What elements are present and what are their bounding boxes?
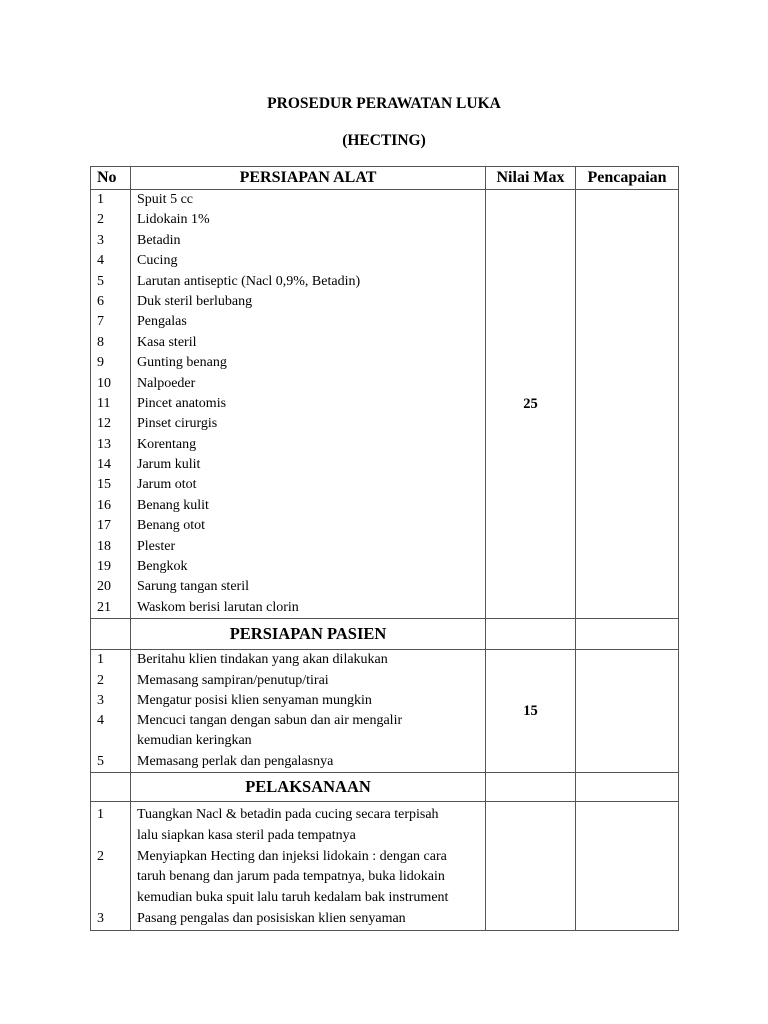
pelaksanaan-max-cell <box>486 801 576 930</box>
pasien-item-text: Mengatur posisi klien senyaman mungkin <box>137 692 372 708</box>
pelaksanaan-item-text: lalu siapkan kasa steril pada tempatnya <box>137 827 356 843</box>
alat-item-number: 4 <box>97 253 104 269</box>
alat-item-number: 12 <box>97 416 111 432</box>
header-pencapaian: Pencapaian <box>576 167 679 190</box>
alat-max-score: 25 <box>486 190 576 619</box>
pelaksanaan-item-number: 2 <box>97 848 104 864</box>
document-title: PROSEDUR PERAWATAN LUKA <box>267 95 501 112</box>
alat-item-number: 11 <box>97 395 111 411</box>
alat-item-text: Cucing <box>137 253 178 269</box>
header-no: No <box>91 167 131 190</box>
alat-item-number: 6 <box>97 293 104 309</box>
alat-item-text: Waskom berisi larutan clorin <box>137 599 299 615</box>
alat-section-row <box>91 190 679 619</box>
pelaksanaan-heading-achievement-empty <box>576 772 679 801</box>
pasien-section-row <box>91 650 679 773</box>
alat-item-number: 2 <box>97 212 104 228</box>
alat-item-text: Pincet anatomis <box>137 395 227 411</box>
pasien-item-text: Memasang perlak dan pengalasnya <box>137 753 334 769</box>
alat-item-text: Duk steril berlubang <box>137 293 253 309</box>
alat-item-number: 3 <box>97 232 104 248</box>
alat-number-column <box>91 190 131 619</box>
alat-item-text: Sarung tangan steril <box>137 579 249 595</box>
alat-item-number: 20 <box>97 579 111 595</box>
pasien-item-number <box>91 731 130 751</box>
pasien-item-text: Mencuci tangan dengan sabun dan air mengalir <box>137 713 403 729</box>
alat-item-text: Gunting benang <box>137 355 227 371</box>
alat-item-text: Bengkok <box>137 559 188 575</box>
pasien-heading-row <box>91 619 679 650</box>
alat-item-number: 19 <box>97 559 111 575</box>
pasien-item-text: Beritahu klien tindakan yang akan dilakukan <box>137 652 388 668</box>
pasien-item-number: 5 <box>97 753 104 769</box>
procedure-table <box>90 166 679 931</box>
document-subtitle: (HECTING) <box>342 132 426 149</box>
pasien-achievement-cell <box>576 650 679 773</box>
alat-achievement-cell <box>576 190 679 619</box>
pasien-item-text: Memasang sampiran/penutup/tirai <box>137 672 329 688</box>
alat-item-number: 17 <box>97 518 111 534</box>
alat-item-text: Benang kulit <box>137 497 209 513</box>
pasien-max-score: 15 <box>486 650 576 773</box>
pasien-heading-max-empty <box>486 619 576 650</box>
pasien-item-number: 4 <box>97 713 104 729</box>
alat-item-text: Pinset cirurgis <box>137 416 218 432</box>
alat-item-number: 18 <box>97 538 111 554</box>
pelaksanaan-item-number <box>91 867 130 888</box>
alat-item-text: Plester <box>137 538 176 554</box>
pasien-item-number: 3 <box>97 692 104 708</box>
alat-item-text: Jarum kulit <box>137 457 201 473</box>
pelaksanaan-number-column <box>91 801 131 930</box>
pasien-item-number: 1 <box>97 652 104 668</box>
pelaksanaan-item-number <box>91 826 130 847</box>
pelaksanaan-section-row <box>91 801 679 930</box>
alat-item-text: Lidokain 1% <box>137 212 210 228</box>
alat-item-number: 21 <box>97 599 111 615</box>
alat-item-text: Kasa steril <box>137 334 197 350</box>
pelaksanaan-item-text: taruh benang dan jarum pada tempatnya, buka lidokain <box>137 869 445 885</box>
alat-item-number: 8 <box>97 334 104 350</box>
pasien-item-column <box>131 650 486 773</box>
alat-item-text: Pengalas <box>137 314 187 330</box>
pasien-heading-empty <box>91 619 131 650</box>
alat-item-number: 16 <box>97 497 111 513</box>
table-header-row <box>91 167 679 190</box>
pasien-heading-achievement-empty <box>576 619 679 650</box>
alat-item-text: Nalpoeder <box>137 375 196 391</box>
alat-item-text: Betadin <box>137 232 181 248</box>
pelaksanaan-item-column <box>131 801 486 930</box>
alat-item-text: Jarum otot <box>137 477 197 493</box>
pasien-heading: PERSIAPAN PASIEN <box>131 619 486 650</box>
pelaksanaan-achievement-cell <box>576 801 679 930</box>
alat-item-number: 1 <box>97 192 104 207</box>
pelaksanaan-heading-empty <box>91 772 131 801</box>
pelaksanaan-heading-max-empty <box>486 772 576 801</box>
alat-item-number: 5 <box>97 273 104 289</box>
alat-item-column <box>131 190 486 619</box>
alat-item-text: Larutan antiseptic (Nacl 0,9%, Betadin) <box>137 273 361 289</box>
pasien-item-text: kemudian keringkan <box>137 733 252 749</box>
alat-item-number: 7 <box>97 314 104 330</box>
pelaksanaan-item-number: 3 <box>97 910 104 926</box>
pelaksanaan-heading: PELAKSANAAN <box>131 772 486 801</box>
alat-item-text: Spuit 5 cc <box>137 192 193 207</box>
pelaksanaan-heading-row <box>91 772 679 801</box>
alat-item-text: Benang otot <box>137 518 206 534</box>
pelaksanaan-item-text: Tuangkan Nacl & betadin pada cucing secara terpisah <box>137 806 439 822</box>
pelaksanaan-item-text: Menyiapkan Hecting dan injeksi lidokain : dengan cara <box>137 848 447 864</box>
alat-item-number: 10 <box>97 375 111 391</box>
alat-item-number: 15 <box>97 477 111 493</box>
pelaksanaan-item-number: 1 <box>97 806 104 822</box>
alat-item-text: Korentang <box>137 436 197 452</box>
pelaksanaan-item-number <box>91 888 130 909</box>
pelaksanaan-item-text: Pasang pengalas dan posisiskan klien senyaman <box>137 910 406 926</box>
header-nilai-max: Nilai Max <box>486 167 576 190</box>
alat-item-number: 9 <box>97 355 104 371</box>
pasien-item-number: 2 <box>97 672 104 688</box>
alat-item-number: 13 <box>97 436 111 452</box>
header-persiapan-alat: PERSIAPAN ALAT <box>131 167 486 190</box>
alat-item-number: 14 <box>97 457 111 473</box>
pasien-number-column <box>91 650 131 773</box>
pelaksanaan-item-text: kemudian buka spuit lalu taruh kedalam bak instrument <box>137 890 449 906</box>
